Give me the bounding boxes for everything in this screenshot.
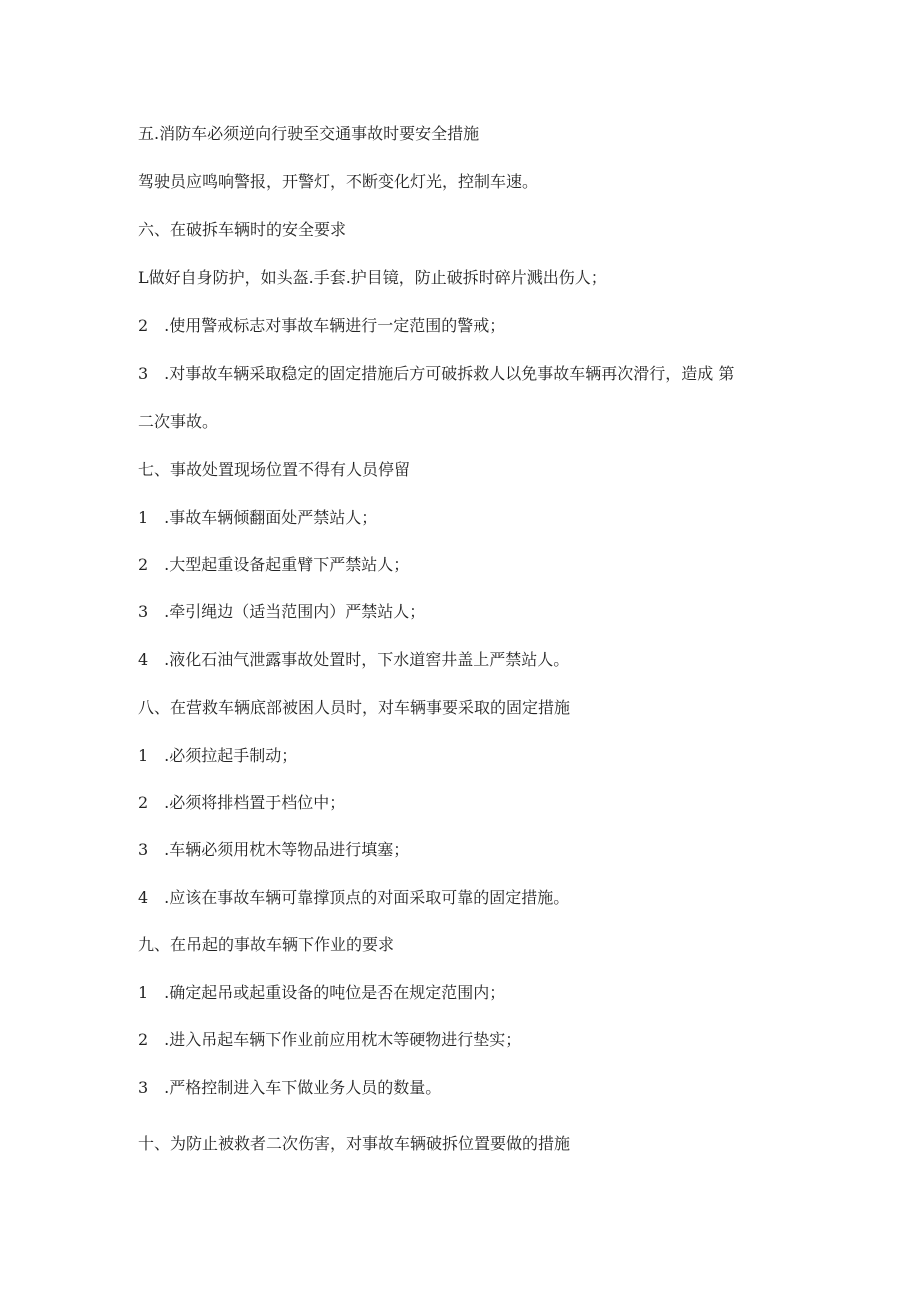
list-item-8-3: 3 .车辆必须用枕木等物品进行填塞； <box>138 840 410 859</box>
list-item-9-1: 1 .确定起吊或起重设备的吨位是否在规定范围内； <box>138 983 506 1002</box>
list-item-8-1: 1 .必须拉起手制动； <box>138 746 298 765</box>
list-item-7-1: 1 .事故车辆倾翻面处严禁站人； <box>138 508 378 527</box>
list-item-6-3-continued: 二次事故。 <box>138 412 219 431</box>
list-item-7-2: 2 .大型起重设备起重臂下严禁站人； <box>138 555 410 574</box>
paragraph-driver-instruction: 驾驶员应鸣响警报，开警灯，不断变化灯光，控制车速。 <box>138 172 539 191</box>
list-item-7-3: 3 .牵引绳边（适当范围内）严禁站人； <box>138 602 426 621</box>
heading-section-7: 七、事故处置现场位置不得有人员停留 <box>138 460 411 479</box>
list-item-8-2: 2 .必须将排档置于档位中； <box>138 793 346 812</box>
list-item-8-4: 4 .应该在事故车辆可靠撑顶点的对面采取可靠的固定措施。 <box>138 888 570 907</box>
heading-section-5: 五.消防车必须逆向行驶至交通事故时要安全措施 <box>138 124 480 143</box>
heading-section-9: 九、在吊起的事故车辆下作业的要求 <box>138 935 395 954</box>
heading-section-6: 六、在破拆车辆时的安全要求 <box>138 220 347 239</box>
list-item-7-4: 4 .液化石油气泄露事故处置时，下水道窖井盖上严禁站人。 <box>138 650 570 669</box>
list-item-6-3: 3 .对事故车辆采取稳定的固定措施后方可破拆救人以免事故车辆再次滑行，造成 第 <box>138 364 735 383</box>
list-item-6-2: 2 .使用警戒标志对事故车辆进行一定范围的警戒； <box>138 316 506 335</box>
heading-section-10: 十、为防止被救者二次伤害，对事故车辆破拆位置要做的措施 <box>138 1134 571 1153</box>
list-item-9-2: 2 .进入吊起车辆下作业前应用枕木等硬物进行垫实； <box>138 1030 522 1049</box>
list-item-6-1: L做好自身防护，如头盔.手套.护目镜，防止破拆时碎片溅出伤人； <box>138 268 607 287</box>
heading-section-8: 八、在营救车辆底部被困人员时，对车辆事要采取的固定措施 <box>138 698 571 717</box>
list-item-9-3: 3 .严格控制进入车下做业务人员的数量。 <box>138 1078 442 1097</box>
